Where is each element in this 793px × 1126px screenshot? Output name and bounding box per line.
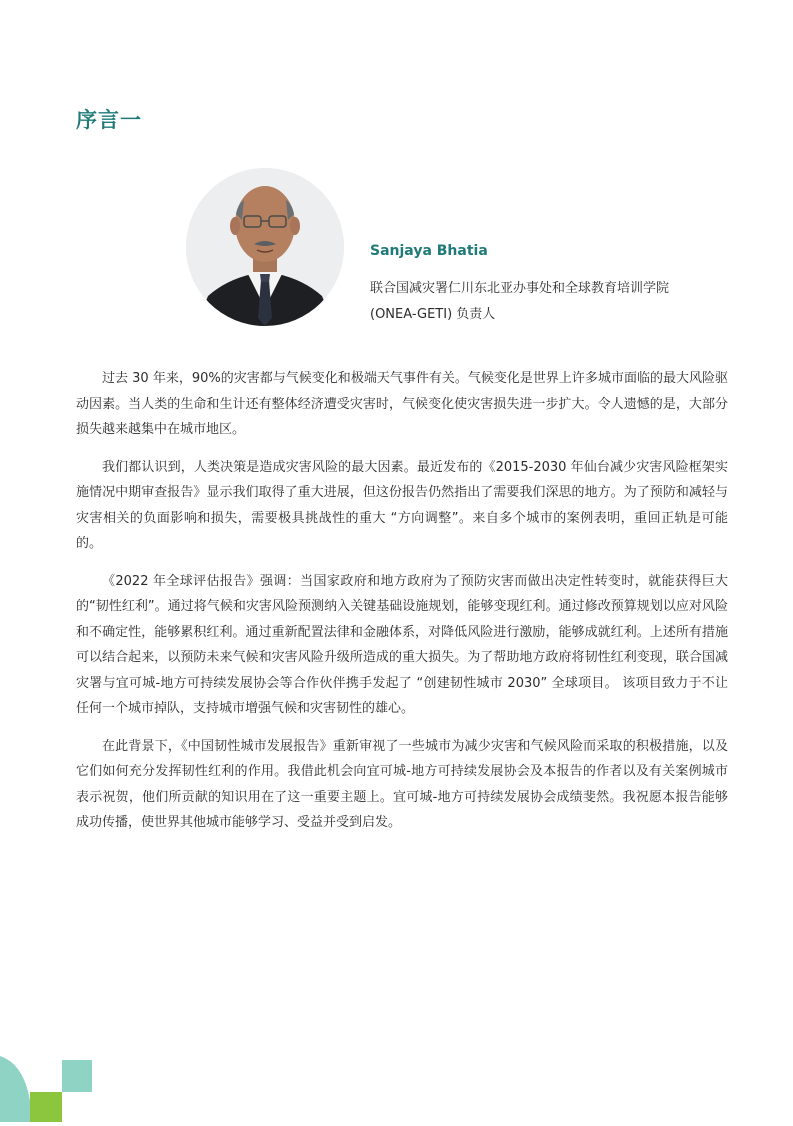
- author-role-line-2: (ONEA-GETI) 负责人: [370, 307, 496, 322]
- corner-decoration-shapes: [0, 1056, 100, 1122]
- author-role-line-1: 联合国减灾署仁川东北亚办事处和全球教育培训学院: [370, 281, 670, 296]
- author-portrait: [186, 168, 344, 326]
- preface-body: [76, 366, 728, 848]
- paragraph: 过去 30 年来，90%的灾害都与气候变化和极端天气事件有关。气候变化是世界上许多城市面临的最大风险驱动因素。当人类的生命和生计还有整体经济遭受灾害时，气候变化使灾害损失进一步扩大。令人遗憾的是，大部分损失越来越集中在城市地区。: [76, 371, 728, 437]
- corner-decoration: [0, 1056, 100, 1122]
- portrait-illustration: [186, 168, 344, 326]
- author-role: [370, 276, 730, 328]
- author-name: Sanjaya Bhatia: [370, 243, 488, 259]
- teal-curve-shape: [0, 1056, 32, 1122]
- paragraph: 我们都认识到，人类决策是造成灾害风险的最大因素。最近发布的《2015-2030 年仙台减少灾害风险框架实施情况中期审查报告》显示我们取得了重大进展，但这份报告仍然指出了需要我们深思的地方。为了预防和减轻与灾害相关的负面影响和损失，需要极具挑战性的重大 “方向调整”。来自多个城市的案例表明，重回正轨是可能的。: [76, 459, 728, 551]
- paragraph: 《2022 年全球评估报告》强调：当国家政府和地方政府为了预防灾害而做出决定性转变时，就能获得巨大的“韧性红利”。通过将气候和灾害风险预测纳入关键基础设施规划，能够变现红利。通过修改预算规划以应对风险和不确定性，能够累积红利。通过重新配置法律和金融体系，对降低风险进行激励，能够成就红利。上述所有措施可以结合起来，以预防未来气候和灾害风险升级所造成的重大损失。为了帮助地方政府将韧性红利变现，联合国减灾署与宜可城-地方可持续发展协会等合作伙伴携手发起了 “创建韧性城市 2030” 全球项目。 该项目致力于不让任何一个城市掉队，支持城市增强气候和灾害韧性的雄心。: [76, 573, 728, 716]
- page-title: 序言一: [76, 108, 142, 132]
- green-square-shape: [30, 1092, 62, 1122]
- paragraph: 在此背景下，《中国韧性城市发展报告》重新审视了一些城市为减少灾害和气候风险而采取的积极措施，以及它们如何充分发挥韧性红利的作用。我借此机会向宜可城-地方可持续发展协会及本报告的作者以及有关案例城市表示祝贺，他们所贡献的知识用在了这一重要主题上。宜可城-地方可持续发展协会成绩斐然。我祝愿本报告能够成功传播，使世界其他城市能够学习、受益并受到启发。: [76, 738, 728, 830]
- teal-square-shape: [62, 1060, 92, 1092]
